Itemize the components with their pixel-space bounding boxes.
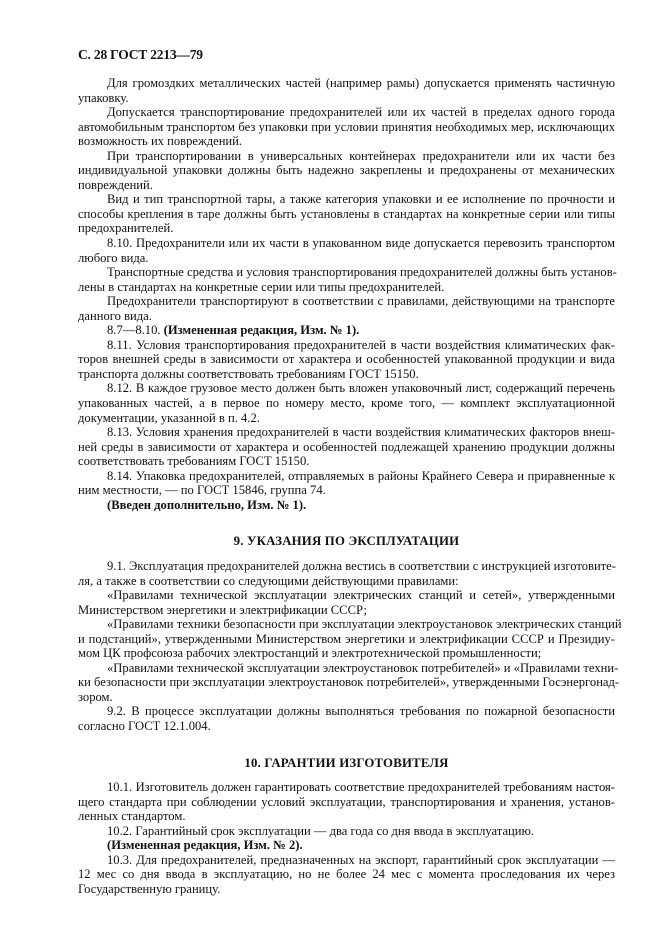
text-line: ней среды в зависимости от характера и особенностей подлежащей хранению продукции должны xyxy=(78,439,615,454)
paragraph-8-11 xyxy=(78,338,615,382)
paragraph-8-12 xyxy=(78,381,615,425)
amendment-note xyxy=(78,323,615,338)
text-line: зором. xyxy=(78,689,113,704)
text-line: Предохранители транспортируют в соответствии с правилами, действующими на транспорте xyxy=(107,294,615,309)
text-line: и подстанций», утвержденными Министерством энергетики и электрификации СССР и Президиу- xyxy=(78,631,615,646)
page-header: С. 28 ГОСТ 2213—79 xyxy=(78,47,203,62)
text-line: любого вида. xyxy=(78,250,149,265)
paragraph xyxy=(78,105,615,149)
amendment-label: (Введен дополнительно, Изм. № 1). xyxy=(107,497,307,512)
paragraph xyxy=(78,660,620,705)
text-line: «Правилами технической эксплуатации электрических станций и сетей», утвержденными xyxy=(107,588,615,603)
text-line: торов внешней среды в зависимости от характера и особенностей упакованной продукции и вида xyxy=(78,352,615,367)
text-line: Допускается транспортирование предохранителей или их частей в пределах одного города xyxy=(107,105,615,120)
paragraph-10-1 xyxy=(78,780,615,824)
text-line: способы крепления в таре должны быть установлены в стандартах на конкретные серии или типы xyxy=(78,206,615,221)
text-line: 8.13. Условия хранения предохранителей в части воздействия климатических факторов внеш- xyxy=(107,425,615,440)
text-line: согласно ГОСТ 12.1.004. xyxy=(78,718,211,733)
text-line: упаковку. xyxy=(78,90,129,105)
text-line: Вид и тип транспортной тары, а также категория упаковки и ее исполнение по прочности и xyxy=(107,192,615,207)
text-line: ки безопасности при эксплуатации электроустановок потребителей», утвержденными Госэнергонад- xyxy=(78,675,620,690)
text-line: «Правилами техники безопасности при эксплуатации электроустановок электрических станций xyxy=(107,617,622,632)
text-line: 8.12. В каждое грузовое место должен быть вложен упаковочный лист, содержащий перечень xyxy=(107,381,615,396)
text-line: индивидуальной упаковки должны быть надежно закреплены и предохранены от механических xyxy=(78,163,615,178)
text-line: соответствовать требованиям ГОСТ 15150. xyxy=(78,454,310,469)
text-line: 10.1. Изготовитель должен гарантировать соответствие предохранителей требованиям настоя- xyxy=(107,780,615,795)
paragraph xyxy=(78,149,615,193)
text-line: 8.10. Предохранители или их части в упакованном виде допускается перевозить транспортом xyxy=(107,236,615,251)
text-line: При транспортировании в универсальных контейнерах предохранители или их части без xyxy=(107,148,615,163)
text-line: упакованных частей, а в первое по номеру место, кроме того, — комплект эксплуатационной xyxy=(78,396,615,411)
paragraph-9-2 xyxy=(78,704,615,733)
text-line: ленных стандартом. xyxy=(78,809,186,824)
amendment-label: (Измененная редакция, Изм. № 2). xyxy=(107,838,303,853)
text-line: 10.2. Гарантийный срок эксплуатации — два года со дня ввода в эксплуатацию. xyxy=(107,823,535,838)
text-line: повреждений. xyxy=(78,177,153,192)
clause-ref: 8.7—8.10. xyxy=(107,323,164,338)
paragraph xyxy=(78,76,615,105)
paragraph xyxy=(78,588,615,617)
paragraph xyxy=(78,294,615,323)
amendment-note xyxy=(78,838,615,853)
amendment-label: (Измененная редакция, Изм. № 1). xyxy=(163,323,360,338)
text-line: Государственную границу. xyxy=(78,881,221,896)
text-line: документации, указанной в п. 4.2. xyxy=(78,410,260,425)
text-line: 8.11. Условия транспортирования предохранителей в части воздействия климатических фак- xyxy=(107,337,615,352)
text-line: возможность их повреждений. xyxy=(78,134,243,149)
text-line: 8.14. Упаковка предохранителей, отправляемых в районы Крайнего Севера и приравненные к xyxy=(107,468,615,483)
text-line: лены в стандартах на конкретные серии или типы предохранителей. xyxy=(78,279,445,294)
text-line: ним местности, — по ГОСТ 15846, группа 74. xyxy=(78,483,326,498)
text-line: данного вида. xyxy=(78,308,152,323)
text-line: 9.2. В процессе эксплуатации должны выполняться требования по пожарной безопасности xyxy=(107,704,615,719)
text-line: 9.1. Эксплуатация предохранителей должна вестись в соответствии с инструкцией изготовите- xyxy=(107,558,616,573)
text-line: «Правилами технической эксплуатации электроустановок потребителей» и «Правилами техни- xyxy=(107,660,619,675)
paragraph xyxy=(78,617,622,661)
document-body xyxy=(78,76,622,896)
paragraph-9-1 xyxy=(78,559,615,588)
text-line: ля, а также в соответствии со следующими действующими правилами: xyxy=(78,573,459,588)
paragraph xyxy=(78,192,615,236)
section-9-heading: 9. УКАЗАНИЯ ПО ЭКСПЛУАТАЦИИ xyxy=(233,534,460,549)
paragraph-10-3 xyxy=(78,853,615,897)
text-line xyxy=(78,323,615,338)
text-line: автомобильным транспортом без упаковки при условии принятия необходимых мер, исключающих xyxy=(78,119,615,134)
text-line: Министерством энергетики и электрификации СССР; xyxy=(78,602,367,617)
text-line: 10.3. Для предохранителей, предназначенных на экспорт, гарантийный срок эксплуатации — xyxy=(107,852,615,867)
paragraph-8-14 xyxy=(78,469,615,498)
text-line: 12 мес со дня ввода в эксплуатацию, но не более 24 мес с момента проследования их через xyxy=(78,867,615,882)
section-10-heading: 10. ГАРАНТИИ ИЗГОТОВИТЕЛЯ xyxy=(244,755,449,770)
paragraph-8-13 xyxy=(78,425,615,469)
paragraph-10-2 xyxy=(78,824,615,839)
text-line: Для громоздких металлических частей (например рамы) допускается применять частичную xyxy=(107,76,615,90)
paragraph xyxy=(78,265,615,294)
paragraph-8-10 xyxy=(78,236,615,265)
text-line: мом ЦК профсоюза рабочих электростанций и электротехнической промышленности; xyxy=(78,646,542,661)
text-line: Транспортные средства и условия транспортирования предохранителей должны быть установ- xyxy=(107,265,617,280)
text-line: транспорта должны соответствовать требованиям ГОСТ 15150. xyxy=(78,366,419,381)
text-line: предохранителей. xyxy=(78,221,174,236)
text-line: щего стандарта при соблюдении условий эксплуатации, транспортирования и хранения, установ- xyxy=(78,794,615,809)
amendment-note xyxy=(78,498,615,513)
